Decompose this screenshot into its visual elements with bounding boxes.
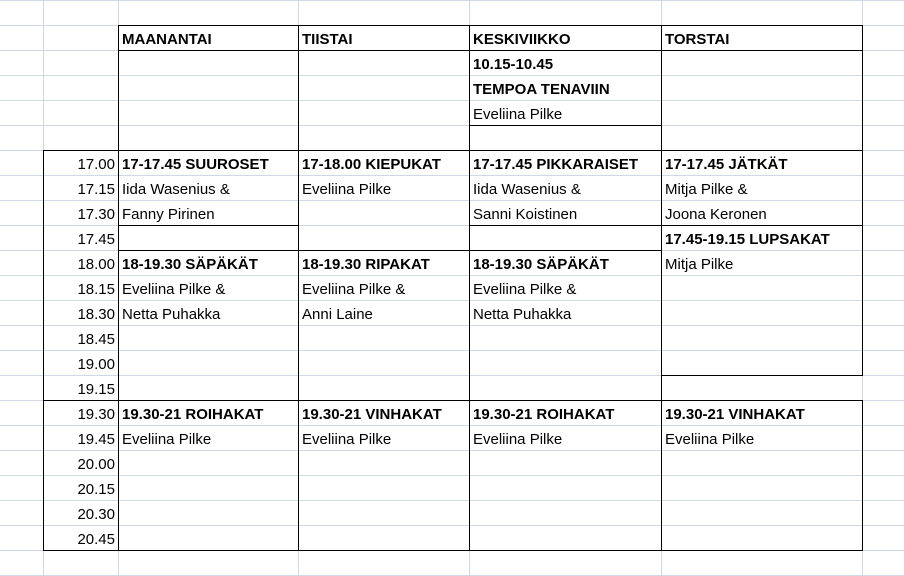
wed-g1-coach[interactable]: Sanni Koistinen <box>473 206 578 223</box>
time-label[interactable]: 18.00 <box>77 256 115 273</box>
wed-morning-group[interactable]: TEMPOA TENAVIIN <box>473 81 610 98</box>
thu-g1-title[interactable]: 17-17.45 JÄTKÄT <box>665 156 788 173</box>
thu-g1-coach[interactable]: Joona Keronen <box>665 206 767 223</box>
time-label[interactable]: 17.45 <box>77 231 115 248</box>
mon-g2-title[interactable]: 18-19.30 SÄPÄKÄT <box>122 256 258 273</box>
time-label[interactable]: 19.45 <box>77 431 115 448</box>
thu-g2-title[interactable]: 17.45-19.15 LUPSAKAT <box>665 231 830 248</box>
mon-g1-coach[interactable]: Fanny Pirinen <box>122 206 215 223</box>
time-label[interactable]: 18.30 <box>77 306 115 323</box>
tue-g1-coach[interactable]: Eveliina Pilke <box>302 181 392 198</box>
time-label[interactable]: 19.00 <box>77 356 115 373</box>
wed-g3-coach[interactable]: Eveliina Pilke <box>473 431 563 448</box>
time-label[interactable]: 17.30 <box>77 206 115 223</box>
tue-g3-coach[interactable]: Eveliina Pilke <box>302 431 392 448</box>
wed-g1-title[interactable]: 17-17.45 PIKKARAISET <box>473 156 639 173</box>
header-monday[interactable]: MAANANTAI <box>122 31 212 48</box>
mon-g1-coach[interactable]: Iida Wasenius & <box>122 181 230 198</box>
tue-g3-title[interactable]: 19.30-21 VINHAKAT <box>302 406 442 423</box>
mon-g1-title[interactable]: 17-17.45 SUUROSET <box>122 156 269 173</box>
wed-g1-coach[interactable]: Iida Wasenius & <box>473 181 581 198</box>
wed-g2-title[interactable]: 18-19.30 SÄPÄKÄT <box>473 256 609 273</box>
mon-g2-coach[interactable]: Eveliina Pilke & <box>122 281 226 298</box>
time-label[interactable]: 20.00 <box>77 456 115 473</box>
mon-g3-coach[interactable]: Eveliina Pilke <box>122 431 212 448</box>
time-label[interactable]: 20.30 <box>77 506 115 523</box>
time-label[interactable]: 17.15 <box>77 181 115 198</box>
thu-g2-coach[interactable]: Mitja Pilke <box>665 256 734 273</box>
wed-g2-coach[interactable]: Netta Puhakka <box>473 306 572 323</box>
wed-g3-title[interactable]: 19.30-21 ROIHAKAT <box>473 406 615 423</box>
mon-g2-coach[interactable]: Netta Puhakka <box>122 306 221 323</box>
header-tuesday[interactable]: TIISTAI <box>302 31 353 48</box>
wed-morning-time[interactable]: 10.15-10.45 <box>473 56 554 73</box>
wed-morning-coach[interactable]: Eveliina Pilke <box>473 106 563 123</box>
time-label[interactable]: 20.15 <box>77 481 115 498</box>
tue-g2-title[interactable]: 18-19.30 RIPAKAT <box>302 256 430 273</box>
wed-g2-coach[interactable]: Eveliina Pilke & <box>473 281 577 298</box>
time-label[interactable]: 19.30 <box>77 406 115 423</box>
time-label[interactable]: 17.00 <box>77 156 115 173</box>
tue-g2-coach[interactable]: Eveliina Pilke & <box>302 281 406 298</box>
thu-g3-coach[interactable]: Eveliina Pilke <box>665 431 755 448</box>
thu-g1-coach[interactable]: Mitja Pilke & <box>665 181 748 198</box>
mon-g3-title[interactable]: 19.30-21 ROIHAKAT <box>122 406 264 423</box>
tue-g2-coach[interactable]: Anni Laine <box>302 306 373 323</box>
time-label[interactable]: 19.15 <box>77 381 115 398</box>
time-label[interactable]: 18.45 <box>77 331 115 348</box>
time-label[interactable]: 20.45 <box>77 531 115 548</box>
thu-g3-title[interactable]: 19.30-21 VINHAKAT <box>665 406 805 423</box>
tue-g1-title[interactable]: 17-18.00 KIEPUKAT <box>302 156 441 173</box>
time-label[interactable]: 18.15 <box>77 281 115 298</box>
header-wednesday[interactable]: KESKIVIIKKO <box>473 31 571 48</box>
header-thursday[interactable]: TORSTAI <box>665 31 730 48</box>
